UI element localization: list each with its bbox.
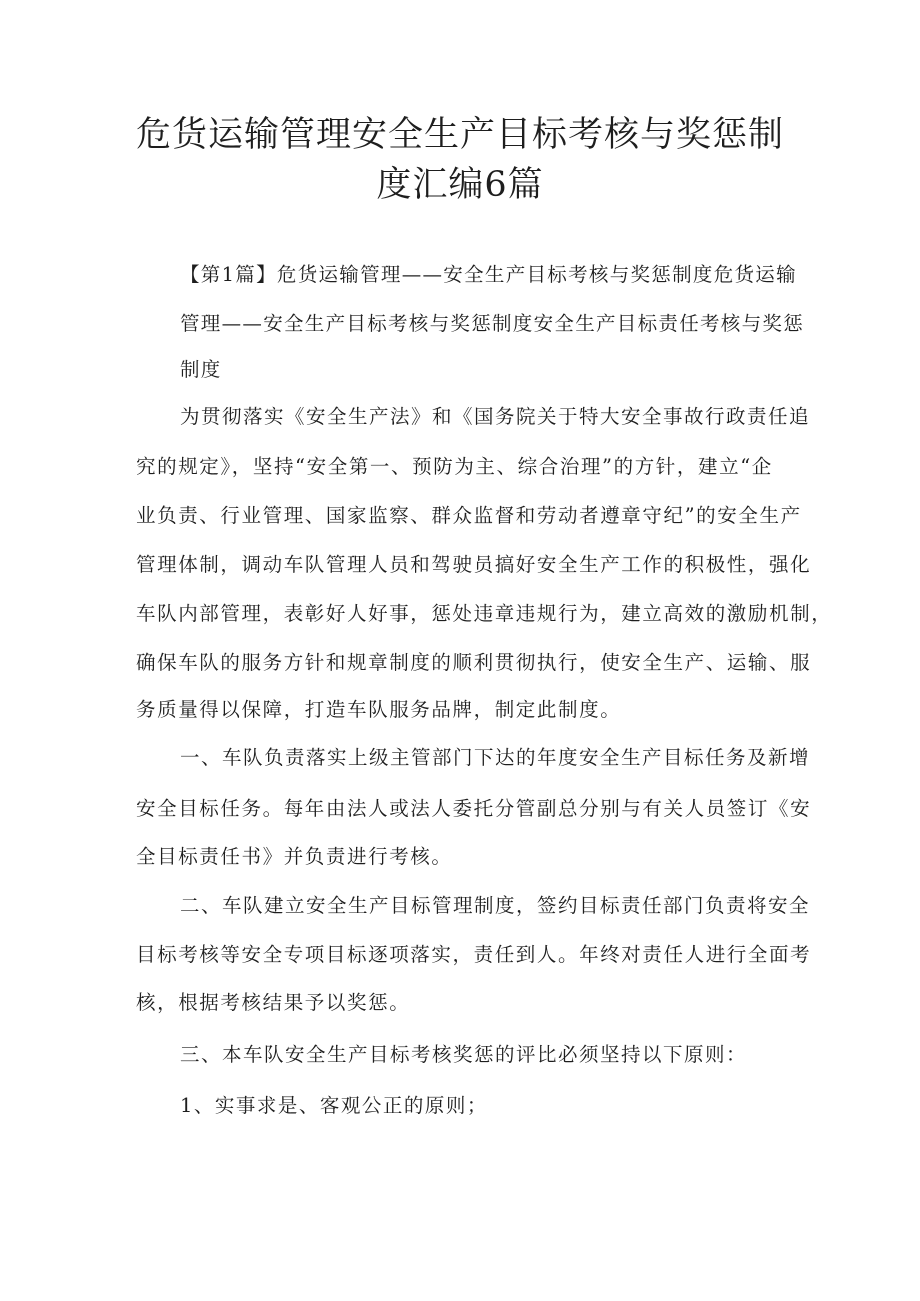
section-heading-line-1: 【第1篇】危货运输管理——安全生产目标考核与奖惩制度危货运输 [180,263,797,286]
section-heading-line-3: 制度 [180,358,222,381]
paragraph-2-line-1: 一、车队负责落实上级主管部门下达的年度安全生产目标任务及新增 [180,746,811,769]
paragraph-1-line-7: 务质量得以保障，打造车队服务品牌，制定此制度。 [136,698,622,721]
paragraph-1-line-6: 确保车队的服务方针和规章制度的顺利贯彻执行，使安全生产、运输、服 [136,651,812,674]
paragraph-3-line-3: 核，根据考核结果予以奖惩。 [136,991,411,1014]
paragraph-3-line-2: 目标考核等安全专项目标逐项落实，责任到人。年终对责任人进行全面考 [136,943,812,966]
paragraph-4-line-1: 三、本车队安全生产目标考核奖惩的评比必须坚持以下原则： [180,1043,748,1066]
paragraph-2-line-3: 全目标责任书》并负责进行考核。 [136,845,453,868]
document-title-line-2: 度汇编6篇 [376,165,544,205]
section-heading-line-2: 管理——安全生产目标考核与奖惩制度安全生产目标责任考核与奖惩 [180,312,804,335]
paragraph-5-line-1: 1、实事求是、客观公正的原则； [180,1094,488,1117]
document-title-line-1: 危货运输管理安全生产目标考核与奖惩制 [135,115,784,155]
paragraph-1-line-1: 为贯彻落实《安全生产法》和《国务院关于特大安全事故行政责任追 [180,405,811,428]
paragraph-1-line-2: 究的规定》，坚持“安全第一、预防为主、综合治理”的方针，建立“企 [136,455,773,478]
paragraph-1-line-5: 车队内部管理，表彰好人好事，惩处违章违规行为，建立高效的激励机制， [136,602,833,625]
paragraph-3-line-1: 二、车队建立安全生产目标管理制度，签约目标责任部门负责将安全 [180,894,811,917]
paragraph-1-line-4: 管理体制，调动车队管理人员和驾驶员搞好安全生产工作的积极性，强化 [136,553,812,576]
paragraph-1-line-3: 业负责、行业管理、国家监察、群众监督和劳动者遵章守纪”的安全生产 [136,504,802,527]
paragraph-2-line-2: 安全目标任务。每年由法人或法人委托分管副总分别与有关人员签订《安 [136,797,812,820]
